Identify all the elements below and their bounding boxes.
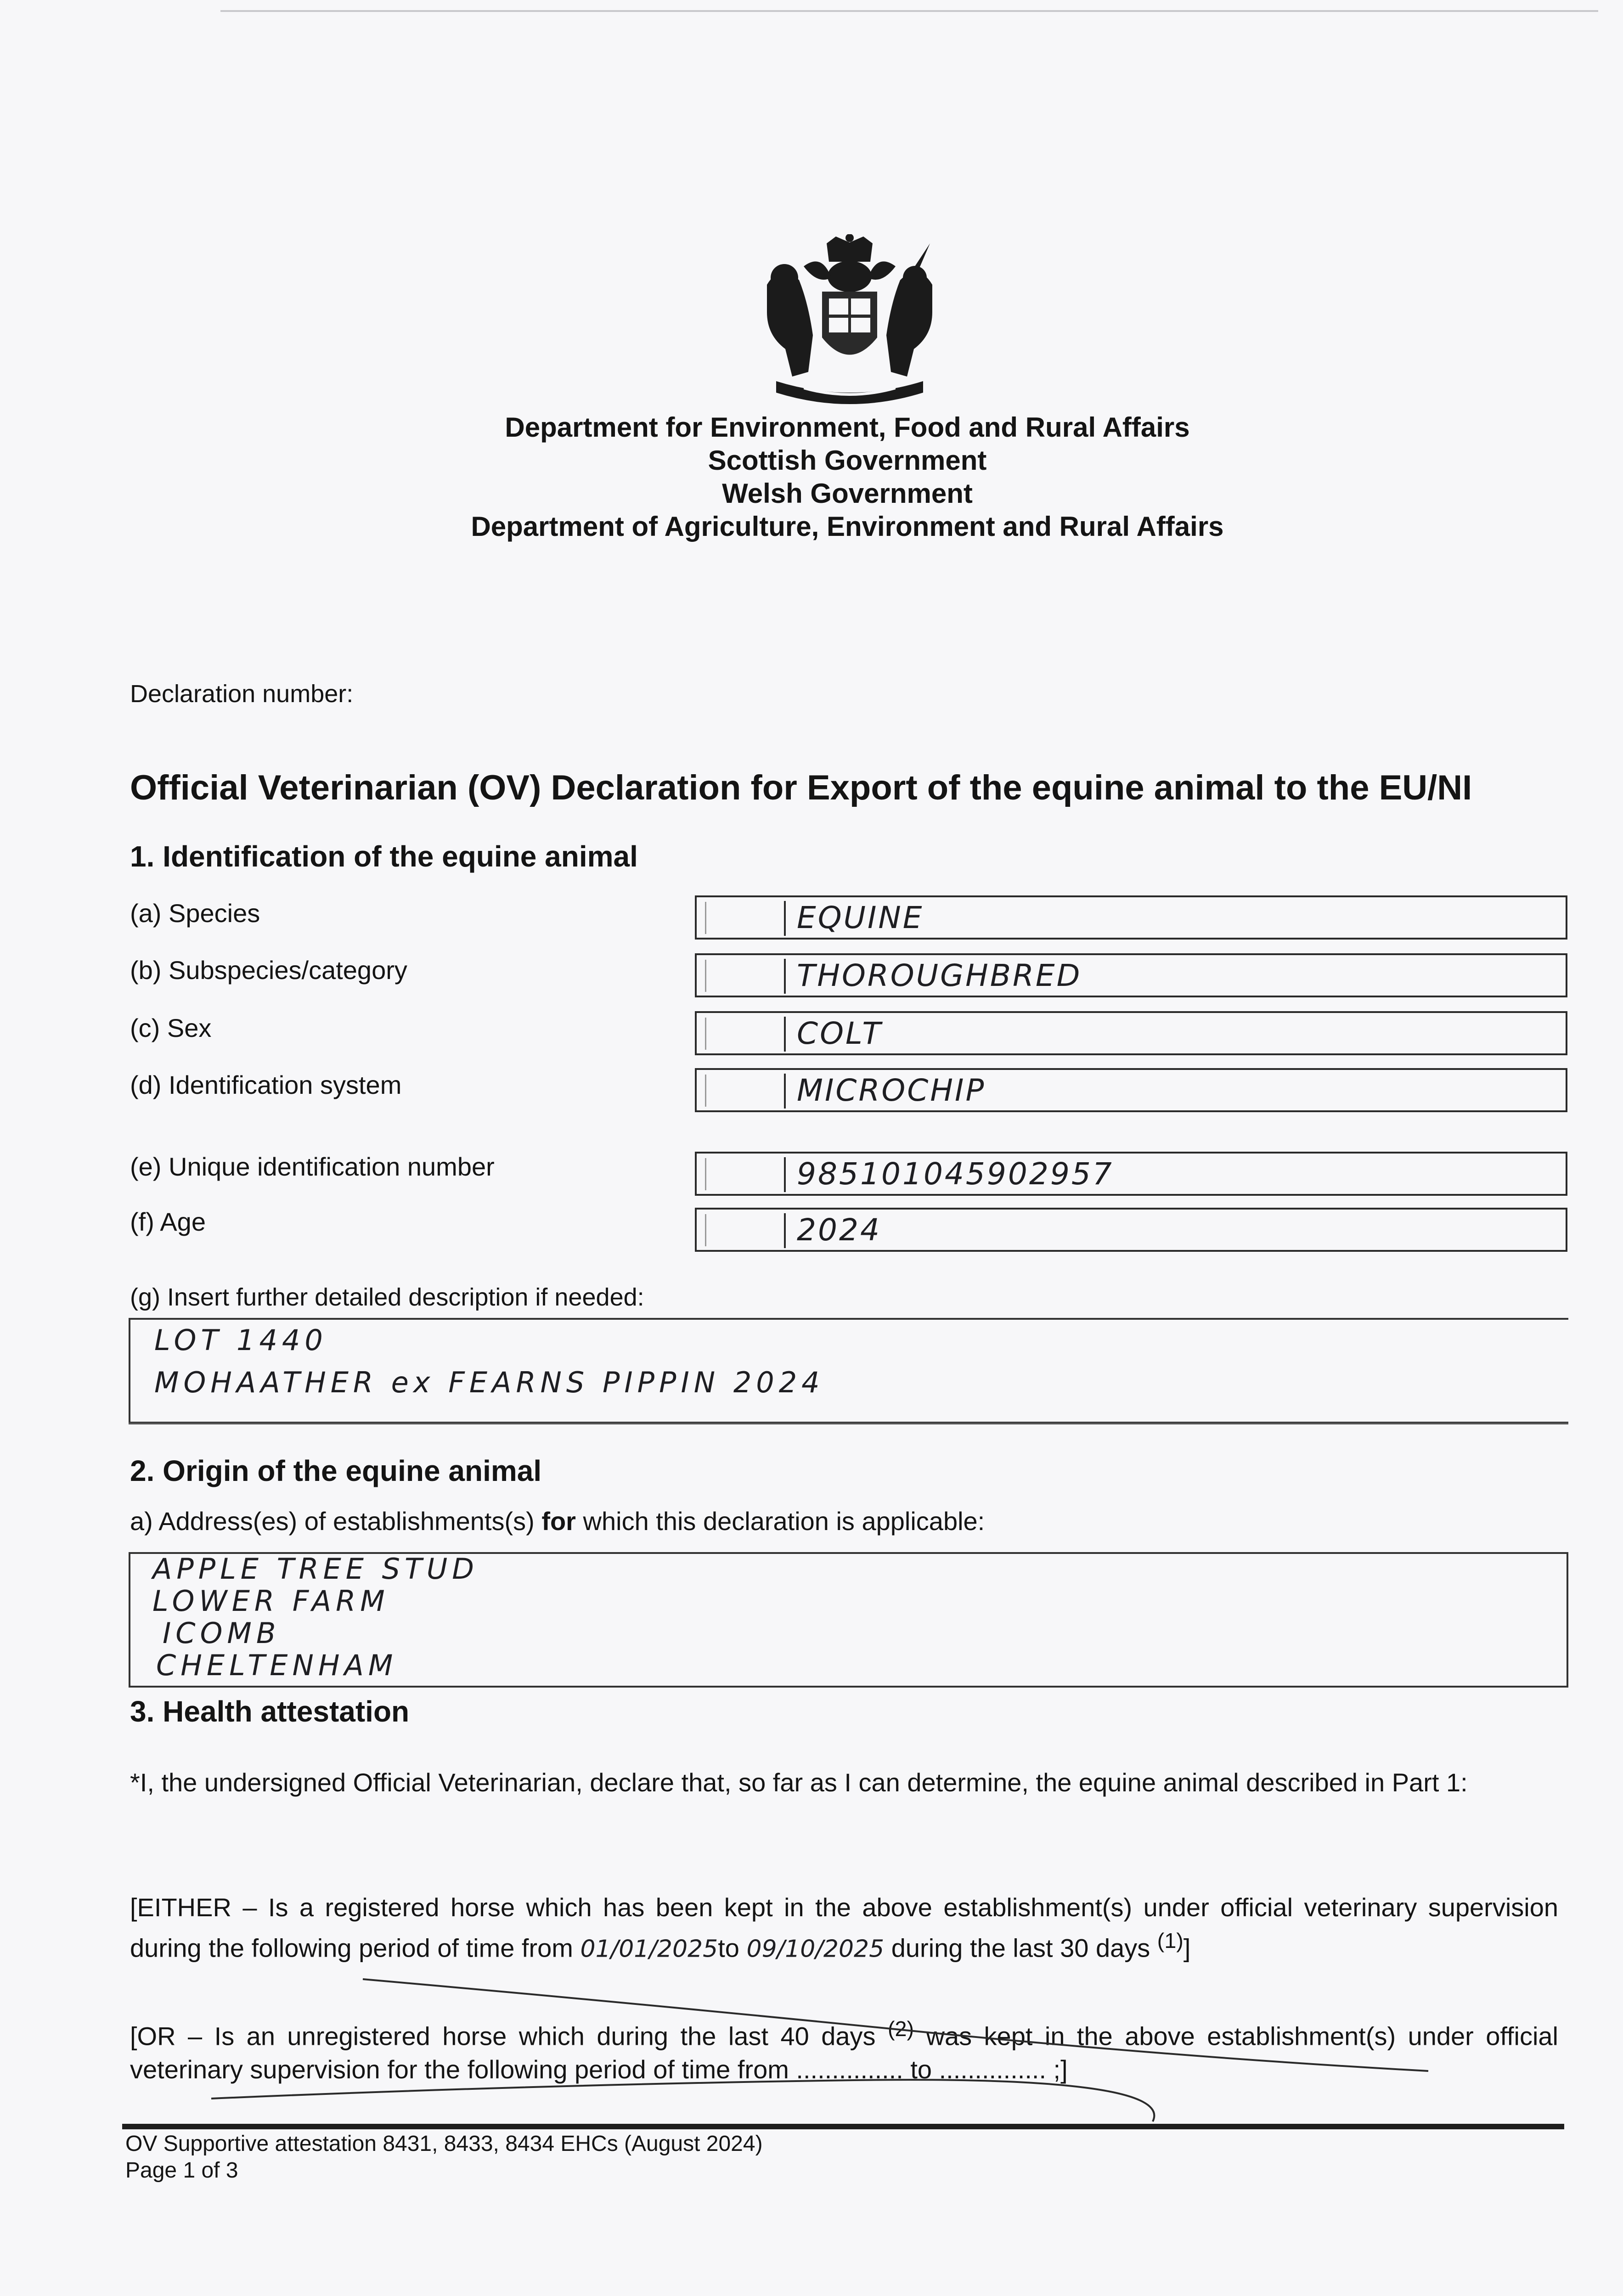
agency-daera: Department of Agriculture, Environment and Rural Affairs	[471, 511, 1224, 542]
attestation-intro: *I, the undersigned Official Veterinarian, declare that, so far as I can determine, the equine animal described in Part 1:	[130, 1768, 1468, 1797]
description-line-2: MOHAATHER ex FEARNS PIPPIN 2024	[154, 1366, 824, 1399]
identification-system-value: MICROCHIP	[797, 1073, 986, 1108]
either-clause: [EITHER – Is a registered horse which has been kept in the above establishment(s) under official veterinary supervision during the following period of time from 01/01/2025to 09/10/2025 during the last 30 days $^{(1)}$]	[130, 1893, 1558, 1963]
section1-heading: 1. Identification of the equine animal	[130, 840, 638, 873]
scan-edge	[220, 10, 1598, 12]
identification-system-label: (d) Identification system	[130, 1070, 402, 1099]
sex-field[interactable]	[695, 1011, 1567, 1055]
age-label: (f) Age	[130, 1207, 206, 1236]
footer	[125, 2131, 763, 2184]
subspecies-label: (b) Subspecies/category	[130, 956, 407, 985]
document-title: Official Veterinarian (OV) Declaration for Export of the equine animal to the EU/NI	[130, 768, 1472, 807]
unique-id-field[interactable]	[695, 1152, 1567, 1196]
agency-welsh-government: Welsh Government	[722, 478, 973, 509]
age-field[interactable]	[695, 1208, 1567, 1252]
unique-id-label: (e) Unique identification number	[130, 1152, 495, 1181]
page-number: Page 1 of 3	[125, 2158, 238, 2183]
subspecies-field[interactable]	[695, 953, 1567, 997]
sex-value: COLT	[797, 1016, 883, 1051]
description-field[interactable]	[129, 1318, 1568, 1424]
age-value: 2024	[797, 1212, 881, 1248]
description-underline	[129, 1423, 1568, 1424]
section2-heading: 2. Origin of the equine animal	[130, 1454, 542, 1487]
footer-reference: OV Supportive attestation 8431, 8433, 8434 EHCs (August 2024)	[125, 2132, 763, 2156]
description-line-1: LOT 1440	[154, 1323, 327, 1357]
agency-defra: Department for Environment, Food and Rural Affairs	[505, 412, 1190, 443]
species-value: EQUINE	[797, 900, 924, 935]
or-clause-strikethrough	[211, 1970, 1451, 2126]
sex-label: (c) Sex	[130, 1013, 212, 1042]
issuing-agencies	[0, 411, 1623, 543]
supervision-from-date: 01/01/2025	[580, 1935, 718, 1963]
unique-id-value: 985101045902957	[797, 1156, 1114, 1192]
coat-of-arms-icon	[749, 234, 951, 404]
subspecies-value: THOROUGHBRED	[797, 958, 1082, 993]
declaration-number-label: Declaration number:	[130, 680, 354, 708]
address-line-2: LOWER FARM	[152, 1584, 389, 1618]
identification-system-field[interactable]	[695, 1068, 1567, 1112]
description-label: (g) Insert further detailed description if needed:	[130, 1283, 644, 1311]
agency-scottish-government: Scottish Government	[708, 445, 987, 476]
footer-rule	[122, 2124, 1564, 2129]
address-field[interactable]	[129, 1552, 1568, 1688]
address-label: a) Address(es) of establishments(s) for which this declaration is applicable:	[130, 1507, 985, 1536]
section3-heading: 3. Health attestation	[130, 1695, 410, 1728]
address-line-1: APPLE TREE STUD	[152, 1552, 479, 1586]
address-line-4: CHELTENHAM	[156, 1649, 398, 1682]
or-clause: [OR – Is an unregistered horse which during the last 40 days $^{(2)}$ was kept in the above establishment(s) under official veterinary supervision for the following period of time from ............... to ............... ;]	[130, 2017, 1558, 2084]
supervision-to-date: 09/10/2025	[746, 1935, 885, 1963]
species-label: (a) Species	[130, 899, 260, 928]
address-line-3: ICOMB	[163, 1616, 281, 1650]
species-field[interactable]	[695, 895, 1567, 940]
